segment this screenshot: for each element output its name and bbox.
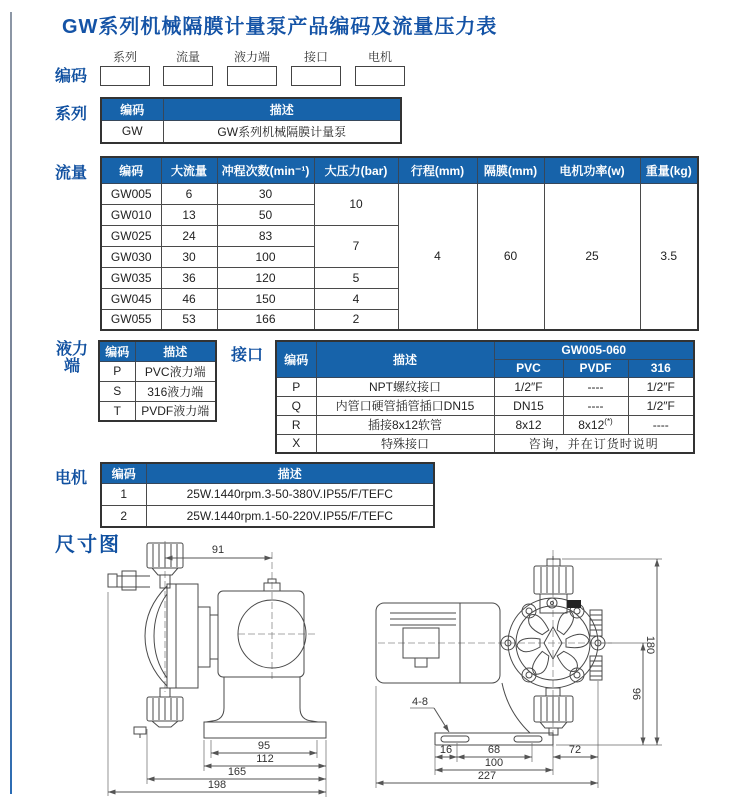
pump-code: GW025 [101,225,161,246]
pump-code: GW005 [101,183,161,204]
dim-label-16: 16 [439,744,453,756]
dim-label-180: 180 [644,635,656,655]
interface-note: 咨询，并在订货时说明 [494,434,694,453]
strokes-value: 150 [217,288,314,309]
interface-pvdf: ---- [563,396,628,415]
pump-code: GW055 [101,309,161,330]
dim-label-72: 72 [568,744,582,756]
interface-label: 接口 [231,347,264,364]
strokes-value: 30 [217,183,314,204]
interface-pvc: 8x12 [494,415,563,434]
pump-code: GW045 [101,288,161,309]
flow-label: 流量 [55,165,88,182]
col-header: 描述 [163,98,401,120]
interface-pvdf-value: 8x12 [578,418,605,432]
coding-slot-series [93,50,157,86]
interface-pvc: DN15 [494,396,563,415]
stroke-mm-value: 4 [398,183,477,330]
page-title: GW系列机械隔膜计量泵产品编码及流量压力表 [62,16,498,38]
support-base [435,683,553,745]
flow-value: 6 [161,183,217,204]
col-header: 电机功率(w) [544,157,640,183]
table-row [101,183,698,204]
interface-pvdf [563,415,628,434]
col-header: 编码 [101,463,146,483]
motor-label: 电机 [55,470,88,487]
col-header: 行程(mm) [398,157,477,183]
interface-pvc: 1/2″F [494,377,563,396]
interface-316: 1/2″F [628,377,694,396]
table-row [101,120,401,143]
pump-base [204,677,326,738]
top-valve-assembly [534,556,581,613]
dim-label-227: 227 [477,770,497,782]
hydraulic-desc: PVDF液力端 [135,401,216,421]
coding-label: 编码 [55,68,88,85]
pressure-value: 2 [314,309,398,330]
flow-value: 36 [161,267,217,288]
col-header: 描述 [135,341,216,361]
strokes-value: 83 [217,225,314,246]
coding-slot-box [100,66,150,86]
col-header: PVC [494,359,563,377]
side-view-dimensions [108,544,326,797]
motor-code: 1 [101,483,146,505]
strokes-value: 120 [217,267,314,288]
dim-label-96: 96 [630,687,642,701]
interface-code: P [276,377,316,396]
front-view-dimensions [376,559,662,788]
series-label: 系列 [55,106,88,123]
coding-slot-flow [156,50,220,86]
bottom-valve-assembly [534,688,573,735]
group-header: GW005-060 [494,341,694,359]
inlet-pipe [108,571,150,590]
coding-slot-box [355,66,405,86]
dim-label-95: 95 [257,740,271,752]
col-header: PVDF [563,359,628,377]
motor-power-value: 25 [544,183,640,330]
table-row [276,434,694,453]
diaphragm-value: 60 [477,183,544,330]
dimensions-label: 尺寸图 [55,534,121,556]
pressure-value: 4 [314,288,398,309]
col-header: 大压力(bar) [314,157,398,183]
hydraulic-code: S [99,381,135,401]
interface-316: ---- [628,415,694,434]
strokes-value: 100 [217,246,314,267]
dim-label-4-8: 4-8 [412,696,428,708]
motor-table [100,462,435,528]
table-row [101,505,434,527]
hydraulic-label: 液力端 [55,341,88,375]
col-header: 编码 [276,341,316,377]
pump-side-view-drawing [90,540,375,802]
hydraulic-desc: 316液力端 [135,381,216,401]
strokes-value: 50 [217,204,314,225]
series-table [100,97,402,144]
table-row [101,483,434,505]
col-header: 编码 [101,157,161,183]
bottom-valve-knob [134,688,183,738]
pressure-value: 7 [314,225,398,267]
col-header: 大流量 [161,157,217,183]
dim-label-100: 100 [484,757,504,769]
coding-slot-label: 液力端 [233,50,270,64]
interface-code: X [276,434,316,453]
table-row [99,401,216,421]
col-header: 编码 [99,341,135,361]
pump-code: GW010 [101,204,161,225]
pressure-value: 10 [314,183,398,225]
dim-label-68: 68 [487,744,501,756]
interface-316: 1/2″F [628,396,694,415]
coding-slot-label: 接口 [303,50,328,64]
hydraulic-table [98,340,217,422]
flow-value: 24 [161,225,217,246]
table-row [99,361,216,381]
coding-slot-label: 流量 [175,50,200,64]
motor-desc: 25W.1440rpm.1-50-220V.IP55/F/TEFC [146,505,434,527]
flow-value: 13 [161,204,217,225]
series-desc: GW系列机械隔膜计量泵 [163,120,401,143]
col-header: 316 [628,359,694,377]
weight-value: 3.5 [640,183,698,330]
hydraulic-desc: PVC液力端 [135,361,216,381]
col-header: 编码 [101,98,163,120]
coding-slot-label: 系列 [112,50,137,64]
interface-table [275,340,695,454]
series-code: GW [101,120,163,143]
pump-front-view-drawing [372,538,747,803]
left-accent-rule [10,12,12,794]
centerlines [165,541,316,692]
pump-code: GW030 [101,246,161,267]
interface-desc: 内管口硬管插管插口DN15 [316,396,494,415]
table-row [276,415,694,434]
coding-slot-box [291,66,341,86]
col-header: 隔膜(mm) [477,157,544,183]
interface-code: Q [276,396,316,415]
dim-label-198: 198 [207,779,227,791]
coding-slot-interface [284,50,348,86]
col-header: 描述 [316,341,494,377]
hydraulic-code: T [99,401,135,421]
pump-code: GW035 [101,267,161,288]
coding-slot-label: 电机 [367,50,392,64]
table-row [99,381,216,401]
table-row [276,377,694,396]
coding-slot-box [163,66,213,86]
coding-slot-motor [348,50,412,86]
interface-code: R [276,415,316,434]
col-header: 重量(kg) [640,157,698,183]
interface-desc: 特殊接口 [316,434,494,453]
flow-value: 53 [161,309,217,330]
dim-label-112: 112 [256,753,274,765]
pump-head [145,584,218,688]
motor-code: 2 [101,505,146,527]
motor-housing [218,579,306,677]
table-row [276,396,694,415]
dim-label-165: 165 [227,766,247,778]
strokes-value: 166 [217,309,314,330]
dim-label-91: 91 [211,544,225,556]
coding-slot-hydraulic [220,50,284,86]
coding-slot-box [227,66,277,86]
interface-pvdf: ---- [563,377,628,396]
interface-desc: NPT螺纹接口 [316,377,494,396]
interface-desc: 插接8x12软管 [316,415,494,434]
flow-table [100,156,699,331]
pressure-value: 5 [314,267,398,288]
motor-desc: 25W.1440rpm.3-50-380V.IP55/F/TEFC [146,483,434,505]
flow-value: 30 [161,246,217,267]
col-header: 冲程次数(min⁻¹) [217,157,314,183]
flow-value: 46 [161,288,217,309]
footnote-marker: (*) [604,417,613,426]
hydraulic-code: P [99,361,135,381]
col-header: 描述 [146,463,434,483]
centerlines [378,550,612,748]
